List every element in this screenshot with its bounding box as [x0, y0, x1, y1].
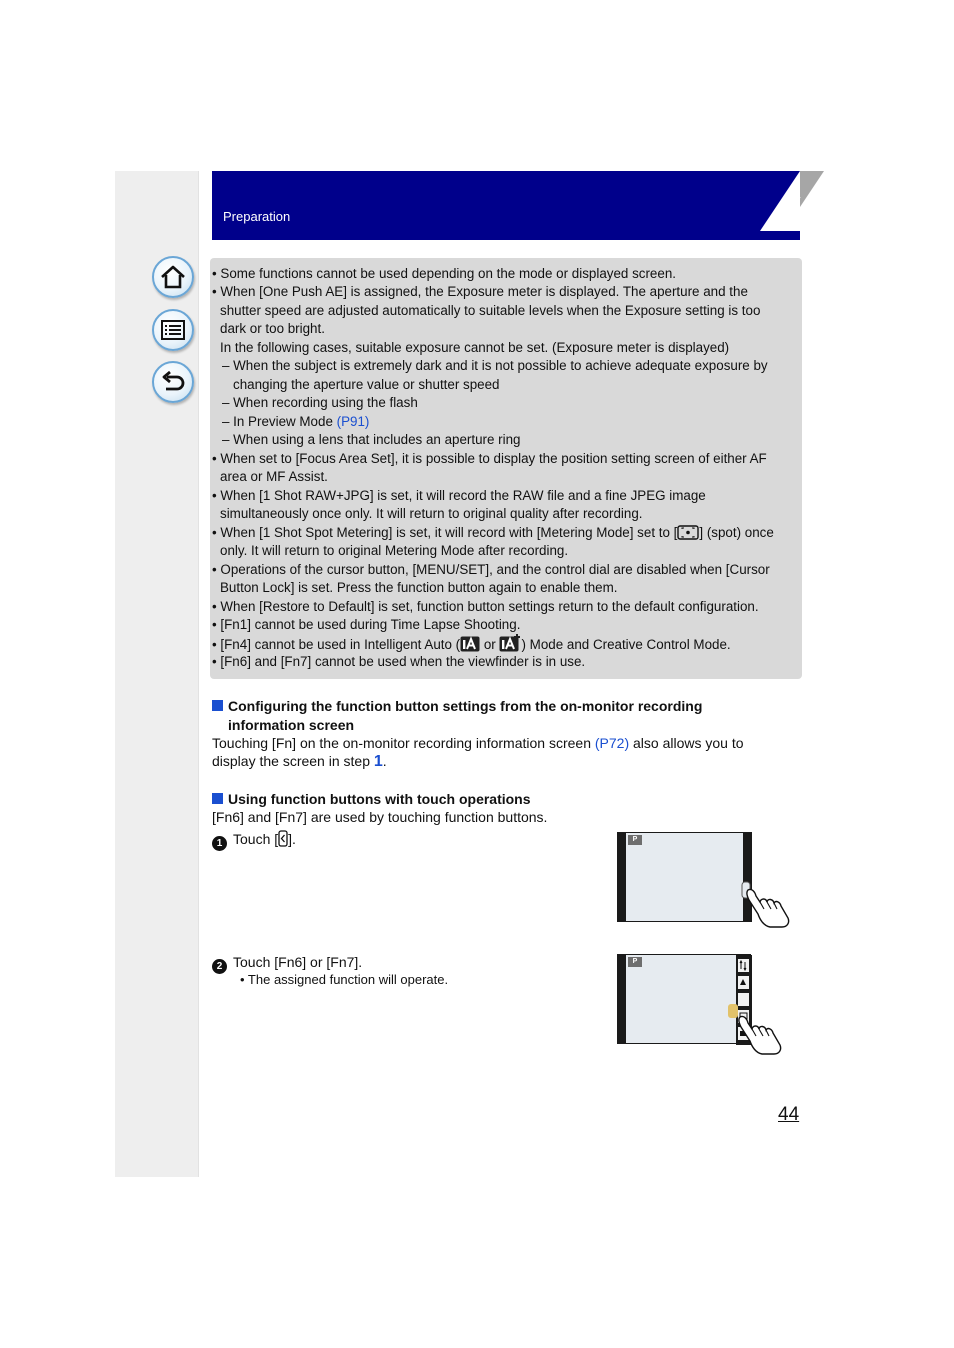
note-line: • [Fn1] cannot be used during Time Lapse Shooting. — [212, 617, 521, 632]
spot-metering-icon — [677, 525, 699, 540]
note-text: ) Mode and Creative Control Mode. — [521, 637, 731, 652]
bullet-square-icon — [212, 700, 223, 711]
step-number-badge: 2 — [212, 959, 227, 974]
note-line: In the following cases, suitable exposure cannot be set. (Exposure meter is displayed) — [220, 340, 730, 355]
note-text: ] (spot) once — [699, 525, 774, 540]
home-icon — [159, 263, 187, 291]
note-line: area or MF Assist. — [220, 469, 328, 484]
step-reference: 1 — [373, 753, 383, 770]
section-heading: Using function buttons with touch operations — [212, 790, 531, 809]
note-line: only. It will return to original Metering Mode after recording. — [220, 543, 569, 558]
camera-screen-illustration — [617, 954, 751, 1044]
note-dash-line: – When using a lens that includes an aperture ring — [222, 432, 521, 447]
note-dash-line: changing the aperture value or shutter speed — [233, 377, 500, 392]
menu-button[interactable] — [152, 309, 194, 351]
note-line: shutter speed are adjusted automatically to suitable levels when the Exposure setting is too — [220, 303, 761, 318]
mode-badge: P — [628, 957, 642, 967]
intelligent-auto-icon — [460, 636, 480, 652]
link-p91[interactable]: (P91) — [336, 414, 370, 429]
body-text: Touching [Fn] on the on-monitor recording information screen (P72) also allows you to — [212, 735, 744, 751]
back-arrow-icon — [159, 368, 187, 396]
section-heading-cont: information screen — [228, 717, 355, 733]
step-2: 2 Touch [Fn6] or [Fn7]. — [212, 953, 362, 974]
header-corner-decoration — [760, 171, 824, 231]
note-text: • When [1 Shot Spot Metering] is set, it will record with [Metering Mode] set to [ — [212, 525, 678, 540]
touching-hand-icon — [740, 880, 794, 930]
mode-badge: P — [628, 835, 642, 845]
section-heading: Configuring the function button settings from the on-monitor recording — [212, 697, 702, 716]
body-text: [Fn6] and [Fn7] are used by touching function buttons. — [212, 809, 548, 825]
touching-hand-icon — [734, 1005, 788, 1055]
note-dash-line — [222, 413, 369, 431]
note-line — [212, 524, 774, 542]
note-line: • When [1 Shot RAW+JPG] is set, it will record the RAW file and a fine JPEG image — [212, 488, 706, 503]
note-line — [212, 634, 731, 654]
step-number-badge: 1 — [212, 836, 227, 851]
note-dash-line: – When the subject is extremely dark and it is not possible to achieve adequate exposure by — [222, 358, 768, 373]
note-line: • Operations of the cursor button, [MENU/SET], and the control dial are disabled when [Cursor — [212, 562, 770, 577]
note-line: • [Fn6] and [Fn7] cannot be used when the viewfinder is in use. — [212, 654, 586, 669]
note-line: • Some functions cannot be used depending on the mode or displayed screen. — [212, 266, 676, 281]
section-header-bar — [212, 171, 800, 240]
note-text: • [Fn4] cannot be used in Intelligent Auto ( — [212, 637, 461, 652]
menu-list-icon — [159, 316, 187, 344]
bullet-square-icon — [212, 793, 223, 804]
home-button[interactable] — [152, 256, 194, 298]
note-line: Button Lock] is set. Press the function button again to enable them. — [220, 580, 618, 595]
camera-screen-illustration — [617, 832, 752, 922]
back-button[interactable] — [152, 361, 194, 403]
step-note: • The assigned function will operate. — [240, 972, 449, 987]
header-section-label: Preparation — [223, 209, 291, 224]
note-line: dark or too bright. — [220, 321, 325, 336]
note-line: • When set to [Focus Area Set], it is possible to display the position setting screen of either AF — [212, 451, 767, 466]
intelligent-auto-plus-icon — [499, 634, 521, 652]
note-line: • When [One Push AE] is assigned, the Exposure meter is displayed. The aperture and the — [212, 284, 748, 299]
step-1: 1 Touch [ ]. — [212, 830, 296, 851]
fn-tab-icon — [278, 830, 288, 847]
page-number: 44 — [778, 1104, 800, 1125]
note-text: – In Preview Mode — [222, 414, 337, 429]
note-line: simultaneously once only. It will return to original quality after recording. — [220, 506, 643, 521]
note-text: or — [480, 637, 500, 652]
body-text: display the screen in step 1. — [212, 753, 387, 770]
note-dash-line: – When recording using the flash — [222, 395, 418, 410]
fn-button-1[interactable] — [738, 959, 749, 972]
note-line: • When [Restore to Default] is set, function button settings return to the default configuration. — [212, 599, 759, 614]
link-p72[interactable]: (P72) — [594, 735, 630, 751]
